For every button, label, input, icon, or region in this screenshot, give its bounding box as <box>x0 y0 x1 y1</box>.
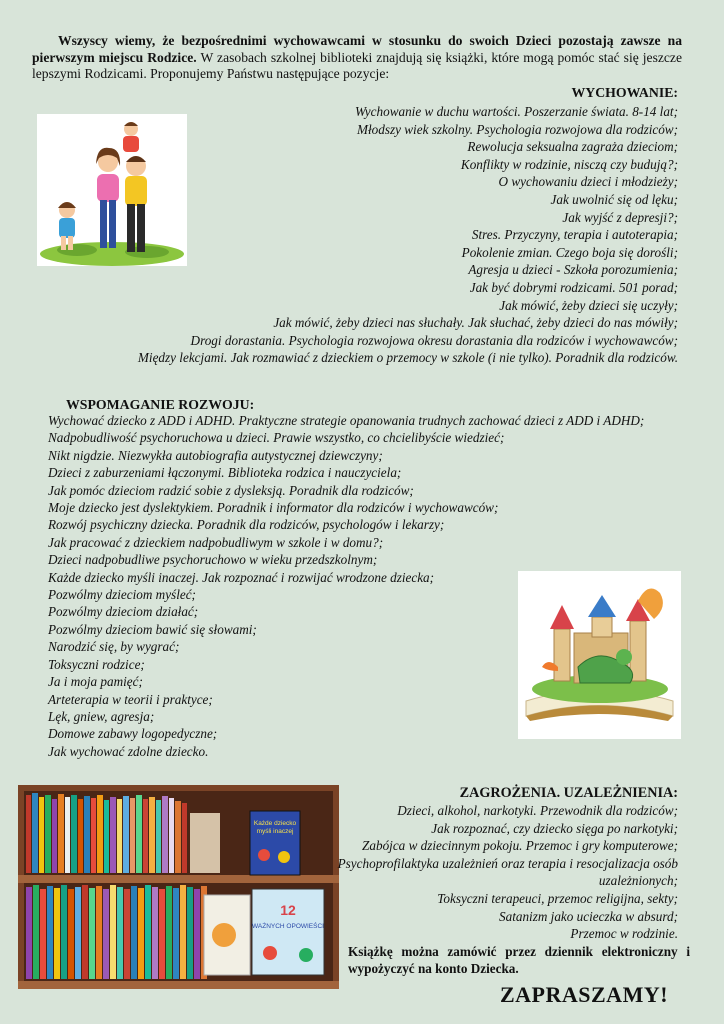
book-cover-kazde-dziecko <box>250 811 300 875</box>
cover1-title: Każde dziecko <box>253 820 297 827</box>
intro-bold: Wszyscy wiemy, że bezpośrednimi wychowawcami w stosunku do swoich Dzieci pozostają zawsze na pierwszym miejscu Rodzice. <box>32 33 682 65</box>
book-item: Nadpobudliwość psychoruchowa u dzieci. Prawie wszystko, co chcielibyście wiedzieć; <box>48 430 505 446</box>
castle-dragon-illustration <box>518 571 681 739</box>
book-item: Jak wyjść z depresji?; <box>562 209 678 225</box>
book-item: Jak wychować zdolne dziecko. <box>48 743 209 759</box>
book-item: O wychowaniu dzieci i młodzieży; <box>498 174 678 190</box>
book-item: Psychoprofilaktyka uzależnień oraz terapia i resocjalizacja osób <box>337 855 678 871</box>
section-heading-rozwoj: WSPOMAGANIE ROZWOJU: <box>66 397 255 412</box>
book-list-wychowanie <box>138 103 678 367</box>
cover2-title: WAŻNYCH OPOWIEŚCI <box>252 923 324 930</box>
book-item: Drogi dorastania. Psychologia rozwojowa okresu dorastania dla rodziców i wychowawców; <box>190 332 678 348</box>
book-item: Zabójca w dziecinnym pokoju. Przemoc i gry komputerowe; <box>362 838 678 854</box>
book-item: Ja i moja pamięć; <box>48 674 143 690</box>
book-item: Toksyczni terapeuci, przemoc religijna, sekty; <box>437 890 678 906</box>
book-item: Nikt nigdzie. Niezwykła autobiografia autystycznej dziewczyny; <box>48 447 383 463</box>
cover2-number: 12 <box>280 902 296 918</box>
intro-rest: W zasobach szkolnej biblioteki znajdują się książki, które mogą pomóc stać się jeszcze lepszymi Rodzicami. Proponujemy Państwu następujące pozycje: <box>32 49 682 81</box>
order-note: Książkę można zamówić przez dziennik elektroniczny i wypożyczyć na konto Dziecka. <box>348 944 690 976</box>
book-item: Stres. Przyczyny, terapia i autoterapia; <box>471 227 678 243</box>
section-heading-zagrozenia: ZAGROŻENIA. UZALEŻNIENIA: <box>459 785 678 801</box>
book-item: Każde dziecko myśli inaczej. Jak rozpoznać i rozwijać wrodzone dziecka; <box>48 569 435 585</box>
book-item: Toksyczni rodzice; <box>48 656 145 672</box>
family-illustration <box>37 114 187 266</box>
cover1-title-2: myśli inaczej <box>256 828 294 835</box>
book-item: Młodszy wiek szkolny. Psychologia rozwojowa dla rodziców; <box>357 121 678 137</box>
book-item: Wychować dziecko z ADD i ADHD. Praktyczne strategie opanowania trudnych zachować dzieci z ADD i ADHD; <box>48 413 645 428</box>
book-item: Jak rozpoznać, czy dziecko sięga po narkotyki; <box>431 820 678 836</box>
book-item: Jak być dobrymi rodzicami. 501 porad; <box>469 279 678 295</box>
book-item: Domowe zabawy logopedyczne; <box>48 726 218 742</box>
book-item: Dzieci nadpobudliwe psychoruchowo w wieku przedszkolnym; <box>48 552 378 568</box>
book-item: Pozwólmy dzieciom myśleć; <box>48 587 196 603</box>
book-item: Narodzić się, by wygrać; <box>48 639 180 655</box>
book-item: Satanizm jako ucieczka w absurd; <box>499 908 678 924</box>
book-item: Pozwólmy dzieciom bawić się słowami; <box>48 621 257 637</box>
book-item: Lęk, gniew, agresja; <box>48 708 155 724</box>
book-item: Dzieci z zaburzeniami łączonymi. Biblioteka rodzica i nauczyciela; <box>48 465 402 481</box>
book-item: Pozwólmy dzieciom działać; <box>48 604 199 620</box>
book-item: Między lekcjami. Jak rozmawiać z dzieckiem o przemocy w szkole (i nie tylko). Poradnik dla rodziców. <box>137 350 678 366</box>
book-item: Jak mówić, żeby dzieci nas słuchały. Jak słuchać, żeby dzieci do nas mówiły; <box>273 315 678 331</box>
book-item: Agresja u dzieci - Szkoła porozumienia; <box>468 262 678 278</box>
book-item: Arteterapia w teorii i praktyce; <box>48 691 213 707</box>
book-item: uzależnionych; <box>598 873 678 889</box>
book-item: Moje dziecko jest dyslektykiem. Poradnik i informator dla rodziców i wychowawców; <box>48 500 499 516</box>
invite-heading: ZAPRASZAMY! <box>500 982 669 1007</box>
book-item: Jak pracować z dzieckiem nadpobudliwym w szkole i w domu?; <box>48 534 384 550</box>
book-item: Rewolucja seksualna zagraża dzieciom; <box>467 139 678 155</box>
book-item: Jak pomóc dzieciom radzić sobie z dysleksją. Poradnik dla rodziców; <box>48 482 414 498</box>
section-heading-wychowanie: WYCHOWANIE: <box>571 85 678 100</box>
book-item: Przemoc w rodzinie. <box>570 926 678 942</box>
book-item: Wychowanie w duchu wartości. Poszerzanie świata. 8-14 lat; <box>355 104 678 119</box>
book-item: Jak uwolnić się od lęku; <box>550 191 678 207</box>
book-item: Dzieci, alkohol, narkotyki. Przewodnik dla rodziców; <box>397 803 678 818</box>
book-item: Jak mówić, żeby dzieci się uczyły; <box>499 297 678 313</box>
book-item: Rozwój psychiczny dziecka. Poradnik dla rodziców, psychologów i lekarzy; <box>48 517 445 533</box>
book-list-zagrozenia <box>338 802 678 943</box>
book-cover-12-opowiesci <box>252 889 324 975</box>
book-item: Pokolenie zmian. Czego boja się dorośli; <box>461 244 678 260</box>
intro-paragraph <box>32 33 682 83</box>
bookshelf-photo <box>18 785 339 989</box>
book-item: Konflikty w rodzinie, nisczą czy budują?; <box>460 156 678 172</box>
